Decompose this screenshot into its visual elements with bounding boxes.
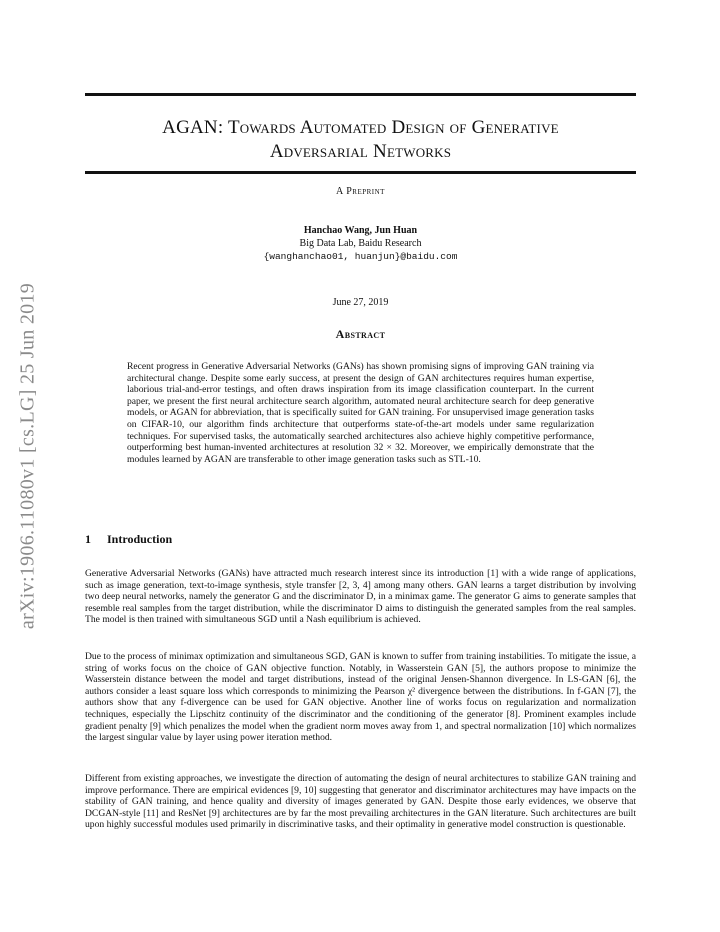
- section-heading-introduction: [85, 532, 172, 547]
- paper-date: June 27, 2019: [332, 297, 389, 308]
- abstract-heading: Abstract: [335, 327, 386, 341]
- title-line-1: AGAN: Towards Automated Design of Generative: [162, 117, 559, 138]
- title-line-2: Adversarial Networks: [269, 141, 452, 162]
- preprint-label: A Preprint: [336, 186, 385, 197]
- intro-paragraph-2: Due to the process of minimax optimization and simultaneous SGD, GAN is known to suffer from training instabilities. To mitigate the issue, a string of works focus on the choice of GAN objective function. Notably, in Wasserstein GAN [5], the authors propose to minimize the Wasserstein distance between the model and target distributions, instead of the original Jensen-Shannon divergence. In LS-GAN [6], the authors consider a least square loss which corresponds to minimizing the Pearson χ² divergence between the distributions. In f-GAN [7], the authors show that any f-divergence can be used for GAN objective. Another line of works focus on regularization and normalization techniques, especially the Lipschitz continuity of the discriminator and the conditioning of the generator [8]. Prominent examples include gradient penalty [9] which penalizes the model when the gradient norm moves away from 1, and spectral normalization [10] which normalizes the largest singular value by layer using power iteration method.: [85, 651, 636, 744]
- paper-title: [85, 116, 636, 164]
- author-affiliation: Big Data Lab, Baidu Research: [299, 238, 422, 249]
- section-title: Introduction: [107, 532, 173, 546]
- author-names: Hanchao Wang, Jun Huan: [303, 225, 418, 236]
- intro-paragraph-1: Generative Adversarial Networks (GANs) have attracted much research interest since its introduction [1] with a wide range of applications, such as image generation, text-to-image synthesis, style transfer [2, 3, 4] among many others. GAN learns a target distribution by involving two deep neural networks, namely the generator G and the discriminator D, in a minimax game. The generator G aims to generate samples that resemble real samples from the target distribution, while the discriminator D aims to distinguish the generated samples from the real samples. The model is then trained with simultaneous SGD until a Nash equilibrium is achieved.: [85, 568, 636, 626]
- intro-paragraph-3: Different from existing approaches, we investigate the direction of automating the design of neural architectures to stabilize GAN training and improve performance. There are empirical evidences [9, 10] suggesting that generator and discriminator architectures may have impacts on the stability of GAN training, and hence quality and diversity of images generated by GAN. Despite those early evidences, we observe that DCGAN-style [11] and ResNet [9] architectures are by far the most prevailing architectures in the GAN literature. Such architectures are built upon highly successful modules used primarily in discriminative tasks, and their optimality in generative model construction is questionable.: [85, 773, 636, 831]
- title-top-rule: [85, 93, 636, 96]
- author-email: {wanghanchao01, huanjun}@baidu.com: [263, 251, 458, 262]
- section-number: 1: [85, 532, 91, 546]
- arxiv-side-stamp: [8, 253, 48, 658]
- arxiv-id-text: arXiv:1906.11080v1 [cs.LG] 25 Jun 2019: [16, 282, 39, 629]
- abstract-body: Recent progress in Generative Adversarial Networks (GANs) has shown promising signs of improving GAN training via architectural change. Despite some early success, at present the design of GAN architectures requires human expertise, laborious trial-and-error testings, and often draws inspiration from its image classification counterpart. In the current paper, we present the first neural architecture search algorithm, automated neural architecture search for deep generative models, or AGAN for abbreviation, that is specifically suited for GAN training. For unsupervised image generation tasks on CIFAR-10, our algorithm finds architecture that outperforms state-of-the-art models under same regularization techniques. For supervised tasks, the automatically searched architectures also achieve highly competitive performance, outperforming best human-invented architectures at resolution 32 × 32. Moreover, we empirically demonstrate that the modules learned by AGAN are transferable to other image generation tasks such as STL-10.: [127, 361, 594, 465]
- title-bottom-rule: [85, 171, 636, 174]
